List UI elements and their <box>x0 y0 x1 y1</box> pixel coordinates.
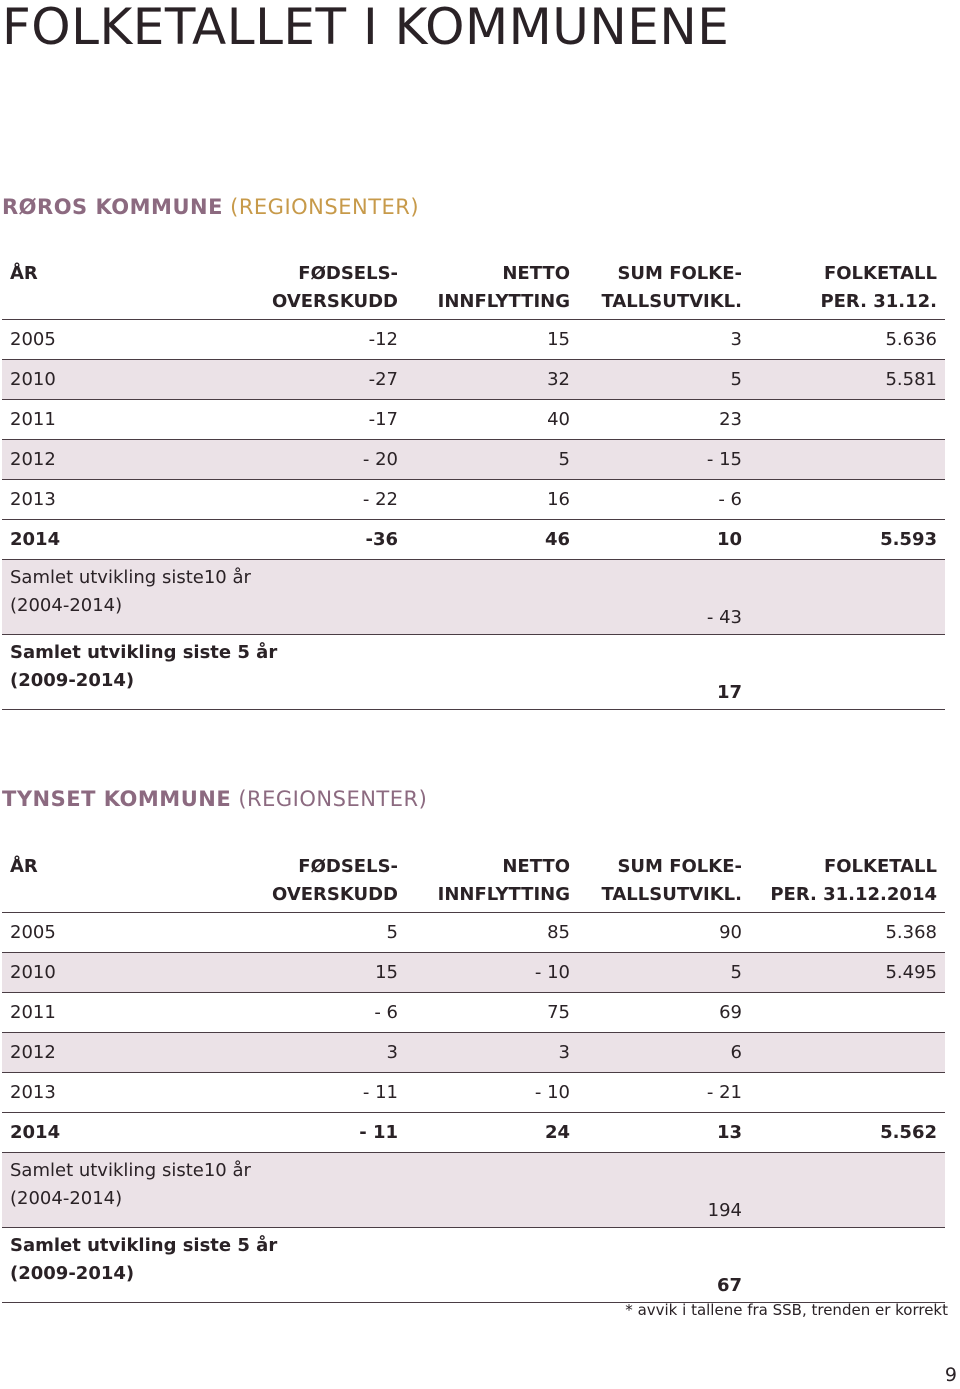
header-line: INNFLYTTING <box>437 884 570 905</box>
summary-value: - 43 <box>578 560 750 635</box>
page-title: FOLKETALLET I KOMMUNENE <box>2 0 730 56</box>
header-line: PER. 31.12.2014 <box>770 884 937 905</box>
roros-title-name: RØROS KOMMUNE <box>2 195 223 219</box>
summary-empty <box>750 635 945 710</box>
summary-label-line: (2004-2014) <box>10 1188 123 1209</box>
cell-population <box>750 1033 945 1073</box>
footnote: * avvik i tallene fra SSB, trenden er korrekt <box>625 1301 948 1319</box>
header-line: FOLKETALL <box>823 263 937 284</box>
header-line: SUM FOLKE- <box>617 856 742 877</box>
table-header-row <box>2 256 945 320</box>
cell-year: 2011 <box>2 993 222 1033</box>
cell-total-change: - 15 <box>578 440 750 480</box>
cell-net-migration: 46 <box>406 520 578 560</box>
cell-net-migration: 5 <box>406 440 578 480</box>
cell-birth-surplus: - 20 <box>222 440 406 480</box>
header-line: NETTO <box>502 856 570 877</box>
page-number: 9 <box>944 1364 957 1386</box>
table-row <box>2 993 945 1033</box>
cell-population: 5.636 <box>750 320 945 360</box>
summary-label-line: (2009-2014) <box>10 1263 135 1284</box>
summary-empty <box>750 560 945 635</box>
cell-birth-surplus: - 11 <box>222 1113 406 1153</box>
header-line: TALLSUTVIKL. <box>601 291 742 312</box>
cell-year: 2013 <box>2 480 222 520</box>
cell-net-migration: 32 <box>406 360 578 400</box>
cell-net-migration: - 10 <box>406 1073 578 1113</box>
table-header-row <box>2 849 945 913</box>
cell-population: 5.368 <box>750 913 945 953</box>
cell-population: 5.593 <box>750 520 945 560</box>
header-net-migration <box>406 256 578 320</box>
cell-population <box>750 400 945 440</box>
cell-year: 2013 <box>2 1073 222 1113</box>
summary-empty <box>750 1228 945 1303</box>
table-row <box>2 400 945 440</box>
summary-label <box>2 1153 578 1228</box>
summary-label <box>2 1228 578 1303</box>
header-line: PER. 31.12. <box>820 291 937 312</box>
summary-label <box>2 560 578 635</box>
cell-total-change: 10 <box>578 520 750 560</box>
table-row <box>2 360 945 400</box>
table-row <box>2 480 945 520</box>
cell-total-change: 5 <box>578 360 750 400</box>
header-line: SUM FOLKE- <box>617 263 742 284</box>
tynset-title-sub: (REGIONSENTER) <box>238 787 428 811</box>
cell-birth-surplus: -17 <box>222 400 406 440</box>
summary-label-line: Samlet utvikling siste 5 år <box>10 642 278 663</box>
cell-birth-surplus: -12 <box>222 320 406 360</box>
cell-total-change: - 21 <box>578 1073 750 1113</box>
cell-total-change: 23 <box>578 400 750 440</box>
cell-year: 2014 <box>2 1113 222 1153</box>
header-year <box>2 849 222 913</box>
cell-birth-surplus: -27 <box>222 360 406 400</box>
summary-label-line: Samlet utvikling siste10 år <box>10 567 251 588</box>
cell-year: 2012 <box>2 1033 222 1073</box>
header-line: FØDSELS- <box>298 263 398 284</box>
table-row <box>2 953 945 993</box>
header-line: ÅR <box>10 263 38 284</box>
cell-net-migration: 15 <box>406 320 578 360</box>
cell-year: 2014 <box>2 520 222 560</box>
summary-label-line: (2009-2014) <box>10 670 135 691</box>
cell-population: 5.562 <box>750 1113 945 1153</box>
summary-value: 67 <box>578 1228 750 1303</box>
header-line: OVERSKUDD <box>272 884 398 905</box>
cell-year: 2012 <box>2 440 222 480</box>
summary-value: 194 <box>578 1153 750 1228</box>
cell-birth-surplus: 15 <box>222 953 406 993</box>
cell-net-migration: 16 <box>406 480 578 520</box>
header-net-migration <box>406 849 578 913</box>
cell-total-change: 3 <box>578 320 750 360</box>
cell-net-migration: 3 <box>406 1033 578 1073</box>
summary-label-line: (2004-2014) <box>10 595 123 616</box>
cell-year: 2010 <box>2 953 222 993</box>
summary-row-5-years <box>2 635 945 710</box>
table-row <box>2 913 945 953</box>
cell-population <box>750 480 945 520</box>
cell-birth-surplus: - 22 <box>222 480 406 520</box>
cell-total-change: 69 <box>578 993 750 1033</box>
header-line: INNFLYTTING <box>437 291 570 312</box>
table-row <box>2 1033 945 1073</box>
header-population <box>750 256 945 320</box>
cell-birth-surplus: -36 <box>222 520 406 560</box>
tynset-population-table <box>2 849 945 1303</box>
header-line: FOLKETALL <box>823 856 937 877</box>
roros-title-sub: (REGIONSENTER) <box>230 195 420 219</box>
cell-population: 5.581 <box>750 360 945 400</box>
cell-net-migration: 75 <box>406 993 578 1033</box>
header-total-change <box>578 849 750 913</box>
cell-total-change: 90 <box>578 913 750 953</box>
cell-birth-surplus: 5 <box>222 913 406 953</box>
cell-year: 2005 <box>2 320 222 360</box>
cell-total-change: - 6 <box>578 480 750 520</box>
cell-population <box>750 993 945 1033</box>
header-birth-surplus <box>222 849 406 913</box>
summary-label <box>2 635 578 710</box>
cell-population <box>750 440 945 480</box>
tynset-title-name: TYNSET KOMMUNE <box>2 787 232 811</box>
header-line: OVERSKUDD <box>272 291 398 312</box>
cell-birth-surplus: - 11 <box>222 1073 406 1113</box>
cell-net-migration: 24 <box>406 1113 578 1153</box>
table-row <box>2 1113 945 1153</box>
header-population <box>750 849 945 913</box>
table-row <box>2 520 945 560</box>
header-line: ÅR <box>10 856 38 877</box>
cell-population: 5.495 <box>750 953 945 993</box>
summary-row-10-years <box>2 1153 945 1228</box>
header-line: TALLSUTVIKL. <box>601 884 742 905</box>
summary-empty <box>750 1153 945 1228</box>
table-row <box>2 440 945 480</box>
summary-value: 17 <box>578 635 750 710</box>
cell-net-migration: 40 <box>406 400 578 440</box>
summary-label-line: Samlet utvikling siste10 år <box>10 1160 251 1181</box>
cell-net-migration: - 10 <box>406 953 578 993</box>
summary-label-line: Samlet utvikling siste 5 år <box>10 1235 278 1256</box>
roros-population-table <box>2 256 945 710</box>
table-row <box>2 320 945 360</box>
cell-birth-surplus: 3 <box>222 1033 406 1073</box>
cell-birth-surplus: - 6 <box>222 993 406 1033</box>
cell-year: 2010 <box>2 360 222 400</box>
tynset-section-title <box>2 786 427 812</box>
cell-total-change: 5 <box>578 953 750 993</box>
summary-row-5-years <box>2 1228 945 1303</box>
header-line: NETTO <box>502 263 570 284</box>
table-row <box>2 1073 945 1113</box>
cell-total-change: 13 <box>578 1113 750 1153</box>
cell-net-migration: 85 <box>406 913 578 953</box>
header-total-change <box>578 256 750 320</box>
summary-row-10-years <box>2 560 945 635</box>
roros-section-title <box>2 194 419 220</box>
cell-total-change: 6 <box>578 1033 750 1073</box>
cell-year: 2011 <box>2 400 222 440</box>
cell-population <box>750 1073 945 1113</box>
header-line: FØDSELS- <box>298 856 398 877</box>
header-year <box>2 256 222 320</box>
header-birth-surplus <box>222 256 406 320</box>
cell-year: 2005 <box>2 913 222 953</box>
